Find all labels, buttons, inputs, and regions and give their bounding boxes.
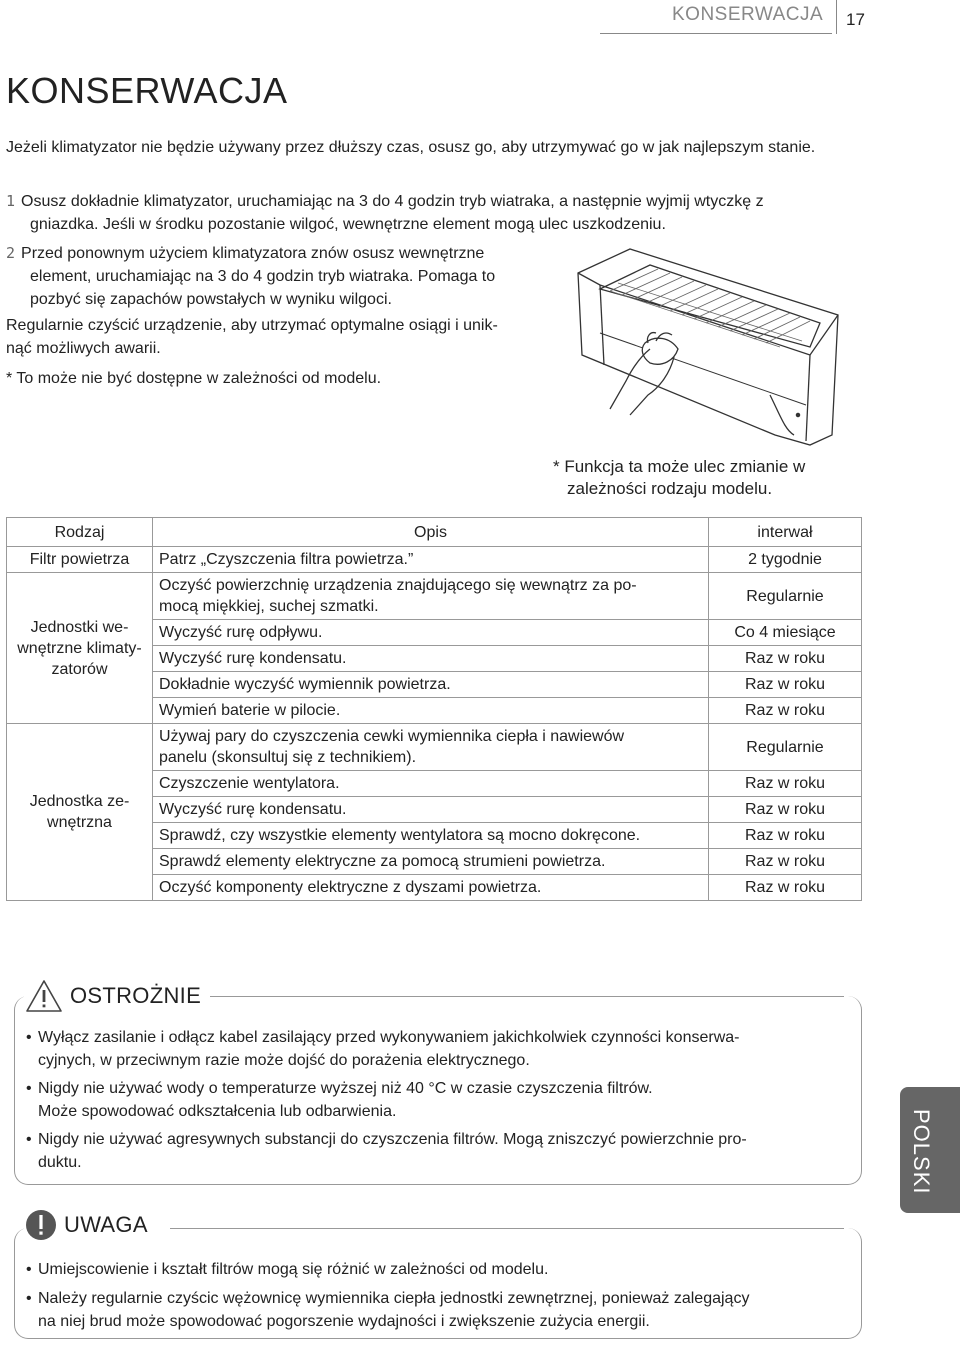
caution-text: Wyłącz zasilanie i odłącz kabel zasilający przed wykonywaniem jakichkolwiek czynności konserwa- xyxy=(38,1029,740,1046)
caution-text-cont: duktu. xyxy=(38,1154,82,1171)
note-text-cont: na niej brud może spowodować pogorszenie wydajności i zwiększenie zużycia energii. xyxy=(38,1313,650,1330)
caution-label: OSTROŻNIE xyxy=(70,983,202,1008)
intro-paragraph: Jeżeli klimatyzator nie będzie używany przez dłuższy czas, osusz go, aby utrzymywać go w jak najlepszym stanie. xyxy=(6,139,816,156)
note-label: UWAGA xyxy=(64,1212,148,1237)
exclamation-circle-icon xyxy=(24,1208,58,1242)
step-number: 2 xyxy=(6,244,16,262)
desc-cell: Sprawdź, czy wszystkie elementy wentylatora są mocno dokręcone. xyxy=(153,823,709,849)
caution-item: • Wyłącz zasilanie i odłącz kabel zasilający przed wykonywaniem jakichkolwiek czynności konserwa- cyjnych, w przeciwnym razie może dojść do porażenia elektrycznego. xyxy=(26,1026,826,1072)
caution-item: • Nigdy nie używać agresywnych substancji do czyszczenia filtrów. Mogą zniszczyć powierzchnie pro- duktu. xyxy=(26,1128,826,1174)
table-row xyxy=(7,547,862,573)
interval-cell: Raz w roku xyxy=(709,698,862,724)
figure-note xyxy=(553,456,883,500)
interval-cell: Regularnie xyxy=(709,573,862,620)
caution-text: Nigdy nie używać agresywnych substancji do czyszczenia filtrów. Mogą zniszczyć powierzchnie pro- xyxy=(38,1131,747,1148)
header-rule xyxy=(600,33,832,34)
interval-cell: Raz w roku xyxy=(709,797,862,823)
interval-cell: Raz w roku xyxy=(709,646,862,672)
regular-cleaning-line: nąć możliwych awarii. xyxy=(6,340,161,357)
caution-item: • Nigdy nie używać wody o temperaturze wyższej niż 40 °C w czasie czyszczenia filtrów. Może spowodować odkształcenia lub odbarwienia. xyxy=(26,1077,826,1123)
step-text-cont: pozbyć się zapachów powstałych w wyniku wilgoci. xyxy=(30,291,392,308)
caution-text-cont: cyjnych, w przeciwnym razie może dojść do porażenia elektrycznego. xyxy=(38,1052,530,1069)
type-line: Jednostka ze- xyxy=(29,793,130,810)
desc-line: Używaj pary do czyszczenia cewki wymiennika ciepła i nawiewów xyxy=(159,728,625,745)
maintenance-table xyxy=(6,517,862,901)
table-row xyxy=(7,724,862,771)
language-side-tab xyxy=(900,1087,960,1213)
step-text-cont: gniazdka. Jeśli w środku pozostanie wilgoć, wewnętrzne element mogą ulec uszkodzeniu. xyxy=(30,216,666,233)
desc-cell: Oczyść komponenty elektryczne z dyszami powietrza. xyxy=(153,875,709,901)
model-note: * To może nie być dostępne w zależności od modelu. xyxy=(6,370,382,387)
regular-cleaning-line: Regularnie czyścić urządzenie, aby utrzymać optymalne osiągi i unik- xyxy=(6,317,498,334)
desc-cell: Wymień baterie w pilocie. xyxy=(153,698,709,724)
figure-note-line: * Funkcja ta może ulec zmianie w xyxy=(553,457,806,476)
note-text: Należy regularnie czyścic wężownicę wymiennika ciepła jednostki zewnętrznej, ponieważ zalegający xyxy=(38,1290,750,1307)
caution-heading xyxy=(24,978,209,1014)
page-title: KONSERWACJA xyxy=(6,70,288,111)
desc-cell: Patrz „Czyszczenia filtra powietrza.” xyxy=(153,547,709,573)
note-box-top-rule xyxy=(170,1228,844,1229)
caution-text: Nigdy nie używać wody o temperaturze wyższej niż 40 °C w czasie czyszczenia filtrów. xyxy=(38,1080,653,1097)
header-divider xyxy=(836,0,837,34)
figure-note-line: zależności rodzaju modelu. xyxy=(567,479,773,498)
indoor-unit-cleaning-illustration xyxy=(570,245,840,450)
note-item: • Należy regularnie czyścic wężownicę wymiennika ciepła jednostki zewnętrznej, ponieważ zalegający na niej brud może spowodować pogorszenie wydajności i zwiększenie zużycia energii. xyxy=(26,1287,826,1333)
desc-line: panelu (skonsultuj się z technikiem). xyxy=(159,749,417,766)
interval-cell: Raz w roku xyxy=(709,771,862,797)
note-heading xyxy=(24,1208,156,1242)
desc-cell: Wyczyść rurę odpływu. xyxy=(153,620,709,646)
desc-cell: Dokładnie wyczyść wymiennik powietrza. xyxy=(153,672,709,698)
note-item: • Umiejscowienie i kształt filtrów mogą się różnić w zależności od modelu. xyxy=(26,1261,549,1278)
type-line: zatorów xyxy=(51,660,108,678)
step-text: Przed ponownym użyciem klimatyzatora znów osusz wewnętrzne xyxy=(21,245,485,262)
desc-cell: Wyczyść rurę kondensatu. xyxy=(153,646,709,672)
step-text: Osusz dokładnie klimatyzator, uruchamiając na 3 do 4 godzin tryb wiatraka, a następnie wyjmij wtyczkę z xyxy=(21,193,764,210)
interval-cell: Regularnie xyxy=(709,724,862,771)
interval-cell: Raz w roku xyxy=(709,849,862,875)
warning-triangle-icon xyxy=(24,978,64,1014)
step-1 xyxy=(6,190,866,236)
desc-cell: Wyczyść rurę kondensatu. xyxy=(153,797,709,823)
type-cell-indoor xyxy=(7,573,153,724)
interval-cell: 2 tygodnie xyxy=(709,547,862,573)
header-section-title: KONSERWACJA xyxy=(672,4,824,25)
type-line: wnętrzne klimaty- xyxy=(17,639,142,657)
caution-text-cont: Może spowodować odkształcenia lub odbarwienia. xyxy=(38,1103,397,1120)
language-label: POLSKI xyxy=(909,1109,934,1195)
step-number: 1 xyxy=(6,192,16,210)
type-line: Jednostki we- xyxy=(30,618,129,636)
desc-cell xyxy=(153,573,709,620)
type-line: wnętrzna xyxy=(47,814,112,831)
desc-line: mocą miękkiej, suchej szmatki. xyxy=(159,598,379,615)
interval-cell: Raz w roku xyxy=(709,875,862,901)
note-text: Umiejscowienie i kształt filtrów mogą się różnić w zależności od modelu. xyxy=(38,1261,549,1278)
step-text-cont: element, uruchamiając na 3 do 4 godzin tryb wiatraka. Pomaga to xyxy=(30,268,496,285)
desc-cell xyxy=(153,724,709,771)
interval-cell: Co 4 miesiące xyxy=(709,620,862,646)
col-header-description: Opis xyxy=(153,518,709,547)
interval-cell: Raz w roku xyxy=(709,823,862,849)
page-number: 17 xyxy=(846,10,865,29)
table-row xyxy=(7,573,862,620)
type-cell: Filtr powietrza xyxy=(7,547,153,573)
interval-cell: Raz w roku xyxy=(709,672,862,698)
page-header xyxy=(600,0,960,34)
desc-cell: Sprawdź elementy elektryczne za pomocą strumieni powietrza. xyxy=(153,849,709,875)
regular-cleaning-paragraph xyxy=(6,314,566,360)
desc-cell: Czyszczenie wentylatora. xyxy=(153,771,709,797)
col-header-type: Rodzaj xyxy=(7,518,153,547)
col-header-interval: interwał xyxy=(709,518,862,547)
step-2 xyxy=(6,242,566,311)
table-header-row xyxy=(7,518,862,547)
desc-line: Oczyść powierzchnię urządzenia znajdującego się wewnątrz za po- xyxy=(159,577,637,594)
caution-box-top-rule xyxy=(210,996,844,997)
type-cell-outdoor xyxy=(7,724,153,901)
